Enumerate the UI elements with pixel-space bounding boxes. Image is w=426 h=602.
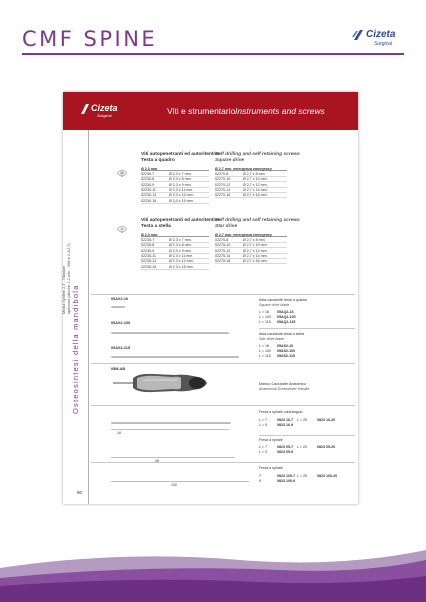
section-divider	[91, 405, 355, 406]
side-divider	[88, 130, 89, 504]
screw-size: Ø 2,7 x 12 mm.	[243, 182, 268, 187]
product-code: 02270-8	[215, 171, 229, 176]
twist-drill-long-description: Fresa a spirale	[259, 466, 283, 470]
product-code: 05AS2-16	[277, 344, 294, 348]
product-code: 0823 100-7	[277, 474, 296, 478]
screw-size: Ø 2,3 x 9 mm.	[169, 182, 192, 187]
product-code: 05AS2-100	[277, 348, 296, 353]
screw-size: Ø 2,3 x 7 mm.	[169, 237, 192, 242]
header-divider	[22, 53, 404, 55]
screw-size: Ø 2,3 x 11 mm.	[169, 188, 194, 193]
twist-drill-image	[111, 457, 235, 458]
tool-code-handle: 05M-AB	[111, 367, 126, 371]
product-code: 0823 05-20	[317, 445, 336, 449]
star-title-italian: Viti autopenetranti ed autoritentive Testa a stella	[141, 218, 221, 229]
brand-name: Cizeta	[366, 29, 396, 40]
star-table-left	[141, 232, 209, 270]
product-code: 0823 05-9	[277, 449, 294, 454]
star-table-right	[215, 232, 287, 264]
product-code: 02230-8	[141, 177, 155, 182]
screw-size: Ø 2,3 x 9 mm.	[169, 248, 192, 253]
blade-115-image	[111, 356, 239, 358]
length-label: L = 7	[259, 418, 267, 422]
length-label: L = 9	[259, 422, 267, 427]
brand-logo	[352, 26, 404, 48]
screw-size: Ø 2,7 x 14 mm.	[243, 188, 268, 193]
side-subtitle-2: spessore placche 1,2 mm - VIM ø 2,3/2,7)	[67, 243, 71, 314]
length-label: L = 9	[259, 449, 267, 454]
catalog-logo-icon	[80, 103, 90, 115]
product-code: 05AQ2-100	[277, 314, 296, 319]
screw-head-icon	[117, 226, 127, 233]
screw-size: Ø 2,3 x 11 mm.	[169, 254, 194, 259]
product-code: 0823 16-9	[277, 422, 294, 427]
square-title-english: Self drilling and self retaining screws Square drive	[215, 152, 300, 163]
product-code: 02270-12	[215, 182, 231, 187]
product-code: 02275-12	[215, 248, 231, 253]
square-title-italian: Viti autopenetranti ed autoritentive Testa a quadro	[141, 152, 221, 163]
product-code: 02275-10	[215, 243, 231, 248]
length-label: L = 20	[297, 445, 307, 449]
product-code: 02235-8	[141, 243, 155, 248]
product-code: 0823 100-20	[317, 474, 338, 478]
product-code: 05AQ2-115	[277, 319, 296, 324]
screw-size: Ø 2,7 x 16 mm.	[243, 259, 268, 264]
screw-size: Ø 2,7 x 16 mm.	[243, 193, 268, 198]
catalog-header	[63, 92, 358, 130]
product-code: 02230-11	[141, 188, 156, 193]
screw-size: Ø 2,3 x 15 mm.	[169, 198, 194, 203]
length-label: L = 115	[259, 353, 271, 358]
length-label: 9	[259, 478, 261, 483]
table-row	[215, 193, 287, 198]
product-code: 05AQ2-16	[277, 310, 294, 314]
screw-size: Ø 2,7 x 10 mm.	[243, 243, 268, 248]
brand-subtitle: Surgical	[374, 41, 393, 47]
screw-size: Ø 2,3 x 8 mm.	[169, 177, 192, 182]
product-code: 02230-13	[141, 193, 157, 198]
square-table-right	[215, 166, 287, 198]
length-label: L = 20	[297, 474, 307, 478]
side-subtitle-1: Modul System 2,3 - Titanium	[62, 265, 66, 314]
side-section-title: Osteosintesi della mandibola	[71, 284, 80, 414]
table-header: Ø 2,7 mm. emergenza emergency	[215, 232, 287, 237]
dental-drill-image	[111, 422, 231, 424]
catalog-logo-name: Cizeta	[91, 103, 118, 113]
product-code: 02270-10	[215, 177, 231, 182]
screw-size: Ø 2,7 x 14 mm.	[243, 254, 268, 259]
product-code: 02235-9	[141, 248, 155, 253]
length-label: L = 100	[259, 314, 271, 319]
dental-drill-description: Fresa a spirale contrangolo	[259, 410, 303, 414]
screw-size: Ø 2,7 x 8 mm.	[243, 171, 266, 176]
table-header: Ø 2,3 mm.	[141, 166, 209, 171]
table-row	[141, 198, 209, 203]
length-label: 7	[259, 474, 261, 478]
screwdriver-handle-image	[113, 370, 209, 396]
screw-size: Ø 2,3 x 13 mm.	[169, 193, 194, 198]
screw-size: Ø 2,3 x 13 mm.	[169, 259, 194, 264]
brand-mark-icon	[352, 28, 364, 42]
length-label: L = 20	[297, 418, 307, 422]
page-number: 90	[77, 490, 83, 495]
product-code: 02270-16	[215, 193, 231, 198]
catalog-page: Cizeta Surgical Viti e strumentario Instruments and screws Osteosintesi della mandibola Modul System 2,3 - Titanium spessore placche 1,2 mm - VIM ø 2,3/2,7) 90 Viti autopenetranti ed autoritentive Testa a quadro Self drilling and self retaining screws Square drive Ø 2,3 mm. 02230-7 Ø 2,3 x 7 mm. 02230-8 Ø 2,3 x 8 mm. 02230-9 Ø 2,3 x 9 mm. 02230-11 Ø 2,3 x 11 mm. 02230-13 Ø 2,3 x 13 mm. 02230-15 Ø 2,3 x 15 mm. Ø 2,7 mm. emergenza emergency 02270-8 Ø 2,7 x 8 mm. 02270-10 Ø 2,7 x 10 mm. 02270-12 Ø 2,7 x 12 mm. 02270-14 Ø 2,7 x 14 mm. 02270-16 Ø 2,7 x 16 mm. Viti autopenetranti ed autoritentive Testa a stella Self drilling and self retaining screws Star drive Ø 2,3 mm. 02235-7 Ø 2,3 x 7 mm. 02235-8 Ø 2,3 x 8 mm. 02235-9 Ø 2,3 x 9 mm. 02235-11 Ø 2,3 x 11 mm. 02235-13 Ø 2,3 x 13 mm. 02235-15 Ø 2,3 x 15 mm. Ø 2,7 mm. emergenza emergency 02275-8 Ø 2,7 x 8 mm. 02275-10 Ø 2,7 x 10 mm. 02275-12 Ø 2,7 x 12 mm. 02275-14 Ø 2,7 x 14 mm. 02275-16 Ø 2,7 x 16 mm. 05AX2-16 05AX2-100 05AX2-115 Asta cacciavite testa a quadro Square drive blade L = 16 05AQ2-16 L = 100 05AQ2-100 L = 115 05AQ2-115 Asta cacciavite testa a stella Star drive blade L = 16 05AS2-16 L = 100 05AS2-100 L = 115 05AS2-115 05M-AB Manico Cacciavite Anatomico Anatomical Screwdriver Handle 16 Fresa a spirale contrangolo L = 7 0823 16-7 L = 20 0823 16-20 L = 9 0823 16-9 45 Fresa a spirale L = 7 0823 05-7 L = 20 0823 05-20 L = 9 0823 05-9 100 Fresa a spirale 7 0823 100-7 L = 20 0823 100-20 9 0823 100-9	[63, 92, 358, 504]
square-blade-description: Asta cacciavite testa a quadro Square drive blade	[259, 298, 307, 307]
length-label: L = 16	[259, 344, 269, 348]
screw-size: Ø 2,7 x 10 mm.	[243, 177, 268, 182]
footer-wave-decoration	[0, 520, 426, 602]
length-label: L = 16	[259, 310, 269, 314]
twist-drill-long-image	[111, 481, 249, 482]
screw-size: Ø 2,3 x 7 mm.	[169, 171, 192, 176]
table-row	[215, 259, 287, 264]
section-divider	[259, 435, 355, 436]
product-code: 0823 100-9	[277, 478, 296, 483]
product-code: 02275-8	[215, 237, 229, 242]
product-code: 02230-7	[141, 171, 155, 176]
product-code: 05AS2-115	[277, 353, 295, 358]
catalog-title-italian: Viti e strumentario	[167, 106, 236, 116]
blade-100-image	[111, 332, 229, 334]
length-label: L = 7	[259, 445, 267, 449]
product-code: 02275-14	[215, 254, 231, 259]
product-code: 02270-14	[215, 188, 231, 193]
section-divider	[259, 328, 355, 329]
table-row	[141, 264, 209, 269]
product-code: 02275-16	[215, 259, 231, 264]
section-divider	[91, 462, 355, 463]
screw-size: Ø 2,3 x 15 mm.	[169, 264, 194, 269]
catalog-title-english: Instruments and screws	[235, 106, 325, 116]
screw-size: Ø 2,3 x 8 mm.	[169, 243, 192, 248]
product-code: 02230-9	[141, 182, 155, 187]
section-divider	[91, 363, 355, 364]
product-code: 02235-7	[141, 237, 155, 242]
length-label: L = 115	[259, 319, 271, 324]
tool-code-blade-115: 05AX2-115	[111, 346, 130, 350]
product-code: 02235-15	[141, 264, 157, 269]
square-table-left	[141, 166, 209, 204]
table-header: Ø 2,3 mm.	[141, 232, 209, 237]
product-code: 0823 16-7	[277, 418, 294, 422]
screw-size: Ø 2,7 x 8 mm.	[243, 237, 266, 242]
length-label: L = 100	[259, 348, 271, 353]
handle-description: Manico Cacciavite Anatomico Anatomical Screwdriver Handle	[259, 382, 310, 391]
product-code: 02235-11	[141, 254, 156, 259]
catalog-logo-subtitle: Surgical	[97, 113, 112, 118]
page-title: CMF SPINE	[22, 27, 158, 51]
blade-short-image	[111, 306, 125, 308]
star-title-english: Self drilling and self retaining screws Star drive	[215, 218, 300, 229]
dental-drill-image	[111, 429, 229, 430]
section-divider	[91, 294, 355, 295]
product-code: 0823 16-20	[317, 418, 336, 422]
screw-size: Ø 2,7 x 12 mm.	[243, 248, 268, 253]
product-code: 02230-15	[141, 198, 157, 203]
product-code: 02235-13	[141, 259, 157, 264]
twist-drill-description: Fresa a spirale	[259, 438, 283, 442]
star-blade-description: Asta cacciavite testa a stella Star drive blade	[259, 332, 305, 341]
product-code: 0823 05-7	[277, 445, 294, 449]
tool-code-blade-100: 05AX2-100	[111, 321, 131, 325]
tool-code-blade-16: 05AX2-16	[111, 297, 129, 301]
screw-head-icon	[117, 170, 127, 177]
table-header: Ø 2,7 mm. emergenza emergency	[215, 166, 287, 171]
